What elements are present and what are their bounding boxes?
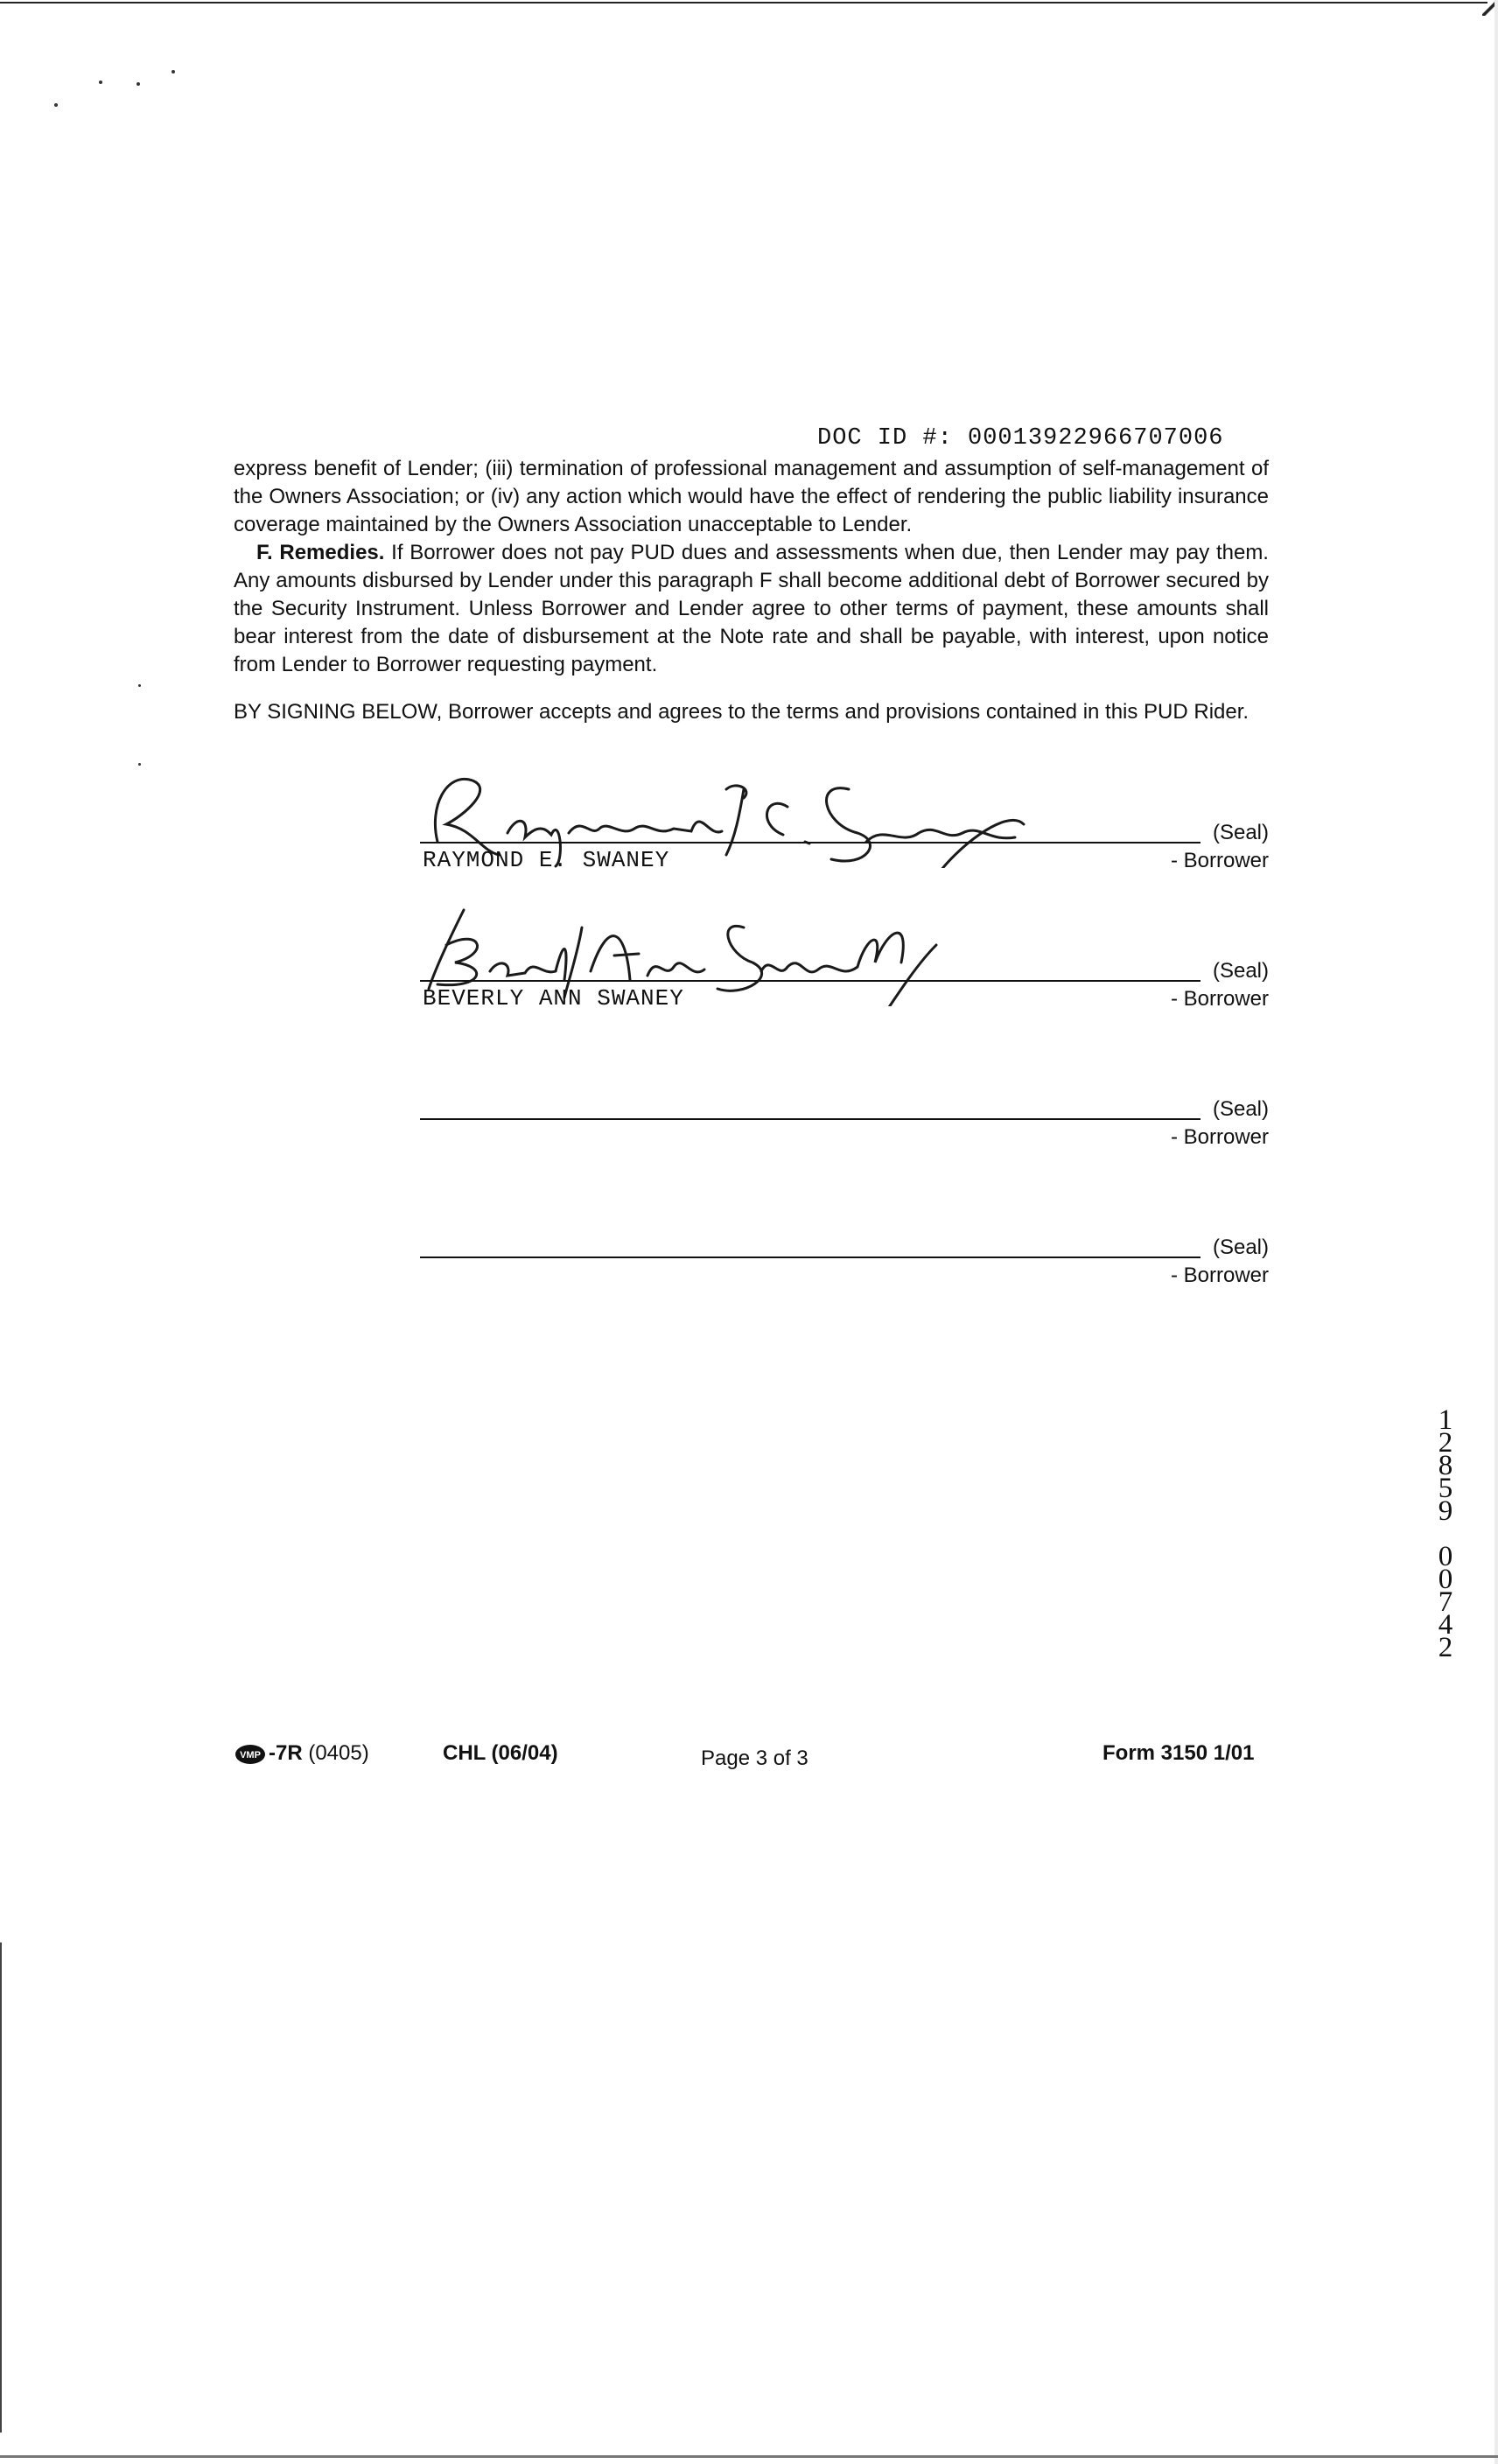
remedies-text: If Borrower does not pay PUD dues and assessments when due, then Lender may pay them. Any amounts disbursed by Lender under this paragraph F shall become additional debt of Borrower secured by the Security Instrument. Unless Borrower and Lender agree to other terms of payment, these amounts shall bear interest from the date of disbursement at the Note rate and shall be payable, with interest, upon notice from Lender to Borrower requesting payment. [234,541,1269,676]
scan-right-edge [1494,0,1498,2464]
paragraph-continuation: express benefit of Lender; (iii) termination of professional management and assumption of self-management of the Owners Association; or (iv) any action which would have the effect of rendering the public liability insurance coverage maintained by the Owners Association unacceptable to Lender. [234,457,1269,536]
scan-bottom-edge [0,2455,1498,2458]
footer-form-number: Form 3150 1/01 [1102,1741,1255,1765]
scan-speck [172,70,175,74]
side-digit: 2 [1438,1632,1453,1663]
footer-page-number: Page 3 of 3 [701,1746,808,1770]
remedies-heading: F. Remedies. [256,541,385,564]
signature-line [420,980,1200,982]
vmp-logo-icon [234,1743,266,1766]
footer-form-code-suffix: (0405) [302,1741,369,1765]
seal-label: (Seal) [1212,1097,1269,1121]
side-digit: 0 [1438,1541,1453,1572]
borrower-label: - Borrower [1170,1264,1269,1287]
signature-block-4 [420,1222,1269,1292]
side-digit: 5 [1438,1473,1453,1504]
side-digit: 8 [1438,1450,1453,1481]
scan-speck [99,80,102,84]
doc-id: DOC ID #: 00013922966707006 [817,425,1224,452]
footer-form-code-main: -7R [269,1741,303,1765]
signature-line [420,842,1200,844]
scan-speck [54,103,58,107]
side-digit: 1 [1438,1404,1453,1436]
side-digit: 2 [1438,1427,1453,1459]
scan-speck [136,82,140,86]
side-digit: 7 [1438,1586,1453,1618]
scan-left-edge [0,1942,2,2432]
signature-block-2 [420,945,1269,1015]
document-body [234,455,1269,726]
signature-line [420,1118,1200,1120]
scan-speck [138,684,141,687]
borrower-label: - Borrower [1170,849,1269,872]
side-digit: 9 [1438,1495,1453,1527]
scan-top-edge [0,2,1488,4]
vmp-logo-text: VMP [240,1750,261,1760]
signer-name: BEVERLY ANN SWANEY [423,985,684,1012]
seal-label: (Seal) [1212,959,1269,983]
signature-block-1 [420,807,1269,877]
signing-statement: BY SIGNING BELOW, Borrower accepts and agrees to the terms and provisions contained in this PUD Rider. [234,700,1250,724]
footer-chl: CHL (06/04) [443,1741,558,1765]
borrower-label: - Borrower [1170,987,1269,1011]
side-digit: 0 [1438,1564,1453,1595]
side-document-number [1428,1404,1463,1663]
signature-line [420,1256,1200,1258]
seal-label: (Seal) [1212,821,1269,844]
footer-form-code [269,1741,369,1766]
seal-label: (Seal) [1212,1236,1269,1259]
signature-block-3 [420,1083,1269,1153]
signer-name: RAYMOND E. SWANEY [423,847,670,873]
borrower-label: - Borrower [1170,1125,1269,1149]
scan-speck [138,763,141,766]
side-digit: 4 [1438,1609,1453,1641]
remedies-paragraph [234,539,1269,679]
